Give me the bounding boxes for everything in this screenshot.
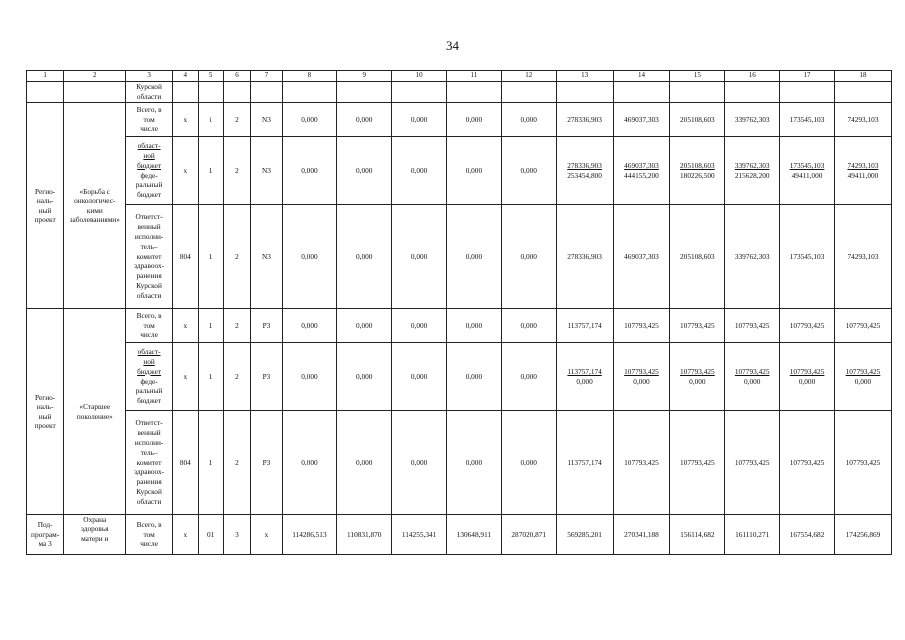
column-header-5: 5 (198, 71, 223, 82)
empty-cell (392, 82, 447, 103)
value-cell: 287020,871 (501, 515, 556, 555)
column-header-10: 10 (392, 71, 447, 82)
column-header-15: 15 (670, 71, 725, 82)
source-cell-line: област- (137, 346, 161, 356)
source-cell-line: области (136, 290, 162, 300)
project-type-cell-line: Под- (37, 520, 53, 530)
empty-cell (337, 82, 392, 103)
page-number: 34 (446, 38, 459, 53)
column-header-17: 17 (780, 71, 835, 82)
column-header-8: 8 (282, 71, 337, 82)
source-cell-line: тель– (140, 447, 158, 457)
project-name-cell-line: Охрана (83, 515, 107, 524)
table-row (27, 343, 892, 411)
value-cell: 339762,303 (725, 103, 780, 137)
value-main: 278336,903 (567, 161, 602, 171)
source-cell-line: исполни- (134, 231, 164, 241)
source-cell-line: бюджет (137, 396, 162, 406)
project-name-cell-line: «Борьба с (79, 186, 111, 196)
code-cell: i (198, 103, 223, 137)
project-name-cell (64, 515, 126, 555)
value-cell: 0,000 (282, 411, 337, 515)
code-cell: P3 (251, 343, 282, 411)
budget-table (26, 70, 892, 555)
code-cell: 1 (198, 309, 223, 343)
column-header-13: 13 (556, 71, 613, 82)
value-cell (556, 137, 613, 205)
value-cell: 114255,341 (392, 515, 447, 555)
value-cell: 0,000 (501, 205, 556, 309)
value-cell: 0,000 (501, 137, 556, 205)
project-name-cell (64, 103, 126, 309)
project-type-cell-line: проект (34, 214, 56, 224)
code-cell: х (172, 343, 198, 411)
value-cell: 167554,682 (780, 515, 835, 555)
code-cell: 2 (223, 343, 251, 411)
value-sub: 253454,800 (567, 170, 602, 180)
code-cell: 804 (172, 205, 198, 309)
source-cell-line: венный (137, 428, 161, 438)
value-sub: 0,000 (798, 376, 816, 386)
value-cell: 0,000 (446, 309, 501, 343)
value-main: 107793,425 (789, 367, 825, 377)
value-main: 113757,174 (567, 367, 602, 377)
source-cell-line: том (143, 114, 155, 124)
source-cell-line: Ответст- (135, 212, 163, 222)
table-row (27, 137, 892, 205)
project-name-cell-line: здоровья (81, 524, 109, 534)
source-cell (126, 82, 173, 103)
value-main: 107793,425 (734, 367, 770, 377)
project-name-cell-line: матери и (81, 533, 109, 543)
value-cell: 569285,201 (556, 515, 613, 555)
code-cell: 01 (198, 515, 223, 555)
value-cell: 110831,870 (337, 515, 392, 555)
value-cell: 113757,174 (556, 411, 613, 515)
empty-cell (282, 82, 337, 103)
code-cell: N3 (251, 137, 282, 205)
project-type-cell-line: наль- (36, 196, 54, 206)
source-cell-line: Курской (136, 487, 162, 497)
column-header-16: 16 (725, 71, 780, 82)
source-cell-line: ранения (136, 271, 162, 281)
table-row (27, 103, 892, 137)
value-cell: 113757,174 (556, 309, 613, 343)
value-cell: 469037,303 (613, 205, 670, 309)
source-cell-line: числе (140, 124, 158, 134)
value-cell (670, 343, 725, 411)
code-cell: 804 (172, 411, 198, 515)
value-cell: 114286,513 (282, 515, 337, 555)
project-name-cell-line: «Старшее (79, 402, 111, 412)
value-cell (556, 343, 613, 411)
code-cell: 2 (223, 411, 251, 515)
value-sub: 0,000 (633, 376, 650, 386)
source-cell-line: ральный (135, 180, 163, 190)
value-main: 469037,303 (624, 161, 659, 171)
source-cell-line: числе (140, 539, 158, 549)
value-cell: 107793,425 (725, 411, 780, 515)
value-cell (613, 137, 670, 205)
source-cell-line: ной (143, 150, 155, 160)
empty-cell (780, 82, 835, 103)
value-main: 74293,103 (847, 161, 879, 171)
value-cell: 339762,303 (725, 205, 780, 309)
project-type-cell-line: ный (38, 411, 52, 421)
value-main: 205108,603 (680, 161, 715, 171)
source-cell-line: бюджет (137, 190, 162, 200)
value-cell: 0,000 (501, 343, 556, 411)
source-cell-line: исполни- (134, 437, 164, 447)
value-cell: 0,000 (337, 103, 392, 137)
value-main: 107793,425 (845, 367, 881, 377)
project-type-cell-line: ный (38, 205, 52, 215)
value-main: 107793,425 (680, 367, 715, 377)
value-cell: 278336,903 (556, 205, 613, 309)
source-cell-line: бюджет (137, 366, 162, 376)
value-cell: 107793,425 (613, 309, 670, 343)
value-sub: 0,000 (689, 376, 706, 386)
value-main: 173545,103 (789, 161, 825, 171)
source-cell-line: ранения (136, 477, 162, 487)
source-cell-line: здравоох- (134, 467, 165, 477)
source-cell (126, 103, 173, 137)
empty-cell (501, 82, 556, 103)
source-cell (126, 411, 173, 515)
column-header-6: 6 (223, 71, 251, 82)
value-cell: 0,000 (282, 309, 337, 343)
continuation-row (27, 82, 892, 103)
project-name-cell-line: онкологичес- (74, 196, 116, 206)
column-header-11: 11 (446, 71, 501, 82)
value-cell: 0,000 (446, 343, 501, 411)
empty-cell (64, 82, 126, 103)
value-cell: 0,000 (392, 411, 447, 515)
value-cell: 0,000 (446, 205, 501, 309)
source-cell-line: област- (137, 140, 161, 150)
subprogram-row (27, 515, 892, 555)
source-cell-line: тель– (140, 241, 158, 251)
source-cell-line: ральный (135, 386, 163, 396)
value-sub: 49411,000 (847, 170, 879, 180)
code-cell: P3 (251, 411, 282, 515)
value-cell: 107793,425 (613, 411, 670, 515)
code-cell: 2 (223, 309, 251, 343)
empty-cell (198, 82, 223, 103)
project-name-cell-line: поколение» (76, 411, 113, 421)
value-cell: 0,000 (282, 137, 337, 205)
value-cell: 0,000 (337, 411, 392, 515)
value-cell: 0,000 (446, 103, 501, 137)
source-cell (126, 309, 173, 343)
value-cell: 0,000 (282, 205, 337, 309)
column-header-7: 7 (251, 71, 282, 82)
source-cell-line: Всего, в (136, 310, 162, 320)
value-cell: 270341,188 (613, 515, 670, 555)
project-type-cell (27, 103, 64, 309)
project-name-cell-line: кими (86, 205, 103, 215)
empty-cell (223, 82, 251, 103)
value-cell: 0,000 (392, 103, 447, 137)
table-row (27, 205, 892, 309)
table-row (27, 411, 892, 515)
column-header-12: 12 (501, 71, 556, 82)
code-cell: 3 (223, 515, 251, 555)
value-cell: 0,000 (282, 343, 337, 411)
source-cell-line: здравоох- (134, 261, 165, 271)
project-type-cell-line: ма 3 (38, 539, 52, 549)
source-cell-line: Курской (136, 281, 162, 291)
value-cell (834, 137, 891, 205)
value-sub: 180226,500 (680, 170, 715, 180)
value-cell: 173545,103 (780, 205, 835, 309)
value-cell (613, 343, 670, 411)
value-main: 339762,303 (734, 161, 770, 171)
project-type-cell-line: проект (34, 420, 56, 430)
value-cell: 278336,903 (556, 103, 613, 137)
value-main: 107793,425 (624, 367, 659, 377)
project-type-cell-line: Регио- (35, 186, 56, 196)
source-cell-line: феде- (140, 376, 158, 386)
value-cell: 205108,603 (670, 103, 725, 137)
value-cell (780, 137, 835, 205)
project-type-cell (27, 309, 64, 515)
column-header-1: 1 (27, 71, 64, 82)
source-cell-line: Всего, в (136, 104, 162, 114)
value-cell (725, 343, 780, 411)
empty-cell (670, 82, 725, 103)
source-cell-line: Всего, в (136, 519, 162, 529)
value-cell: 0,000 (337, 309, 392, 343)
value-cell: 0,000 (501, 309, 556, 343)
source-cell-line: бюджет (137, 160, 162, 170)
value-cell (834, 343, 891, 411)
value-sub: 0,000 (854, 376, 872, 386)
empty-cell (613, 82, 670, 103)
value-cell: 0,000 (392, 137, 447, 205)
source-cell-line: комитет (136, 457, 162, 467)
value-cell: 130648,911 (446, 515, 501, 555)
value-cell: 174256,869 (834, 515, 891, 555)
value-cell: 0,000 (392, 205, 447, 309)
code-cell: 1 (198, 205, 223, 309)
column-header-3: 3 (126, 71, 173, 82)
value-cell: 156114,682 (670, 515, 725, 555)
value-cell: 0,000 (282, 103, 337, 137)
code-cell: 1 (198, 411, 223, 515)
value-cell: 0,000 (392, 343, 447, 411)
code-cell: 2 (223, 205, 251, 309)
value-cell: 161110,271 (725, 515, 780, 555)
value-cell: 0,000 (337, 205, 392, 309)
project-type-cell-line: програм- (31, 529, 60, 539)
value-cell: 0,000 (446, 411, 501, 515)
source-cell (126, 515, 173, 555)
column-header-4: 4 (172, 71, 198, 82)
code-cell: N3 (251, 103, 282, 137)
value-sub: 444155,200 (624, 170, 659, 180)
code-cell: 1 (198, 343, 223, 411)
code-cell: 1 (198, 137, 223, 205)
code-cell: N3 (251, 205, 282, 309)
empty-cell (834, 82, 891, 103)
source-cell-line: Ответст- (135, 418, 163, 428)
source-cell-line: числе (140, 330, 158, 340)
value-cell: 0,000 (501, 103, 556, 137)
code-cell: х (172, 309, 198, 343)
source-cell (126, 205, 173, 309)
value-sub: 49411,000 (791, 170, 823, 180)
empty-cell (725, 82, 780, 103)
source-cell (126, 137, 173, 205)
source-cell-line: венный (137, 222, 161, 232)
value-cell: 107793,425 (670, 309, 725, 343)
empty-cell (251, 82, 282, 103)
value-cell (725, 137, 780, 205)
value-cell: 0,000 (337, 343, 392, 411)
value-cell: 107793,425 (725, 309, 780, 343)
project-type-cell-line: наль- (36, 402, 54, 412)
table-row (27, 309, 892, 343)
source-cell-line: том (143, 320, 155, 330)
empty-cell (27, 82, 64, 103)
value-cell: 469037,303 (613, 103, 670, 137)
header-row (27, 71, 892, 82)
project-name-cell-line: заболеваниями» (69, 214, 120, 224)
empty-cell (172, 82, 198, 103)
value-cell: 173545,103 (780, 103, 835, 137)
value-cell (780, 343, 835, 411)
value-cell: 107793,425 (834, 411, 891, 515)
value-cell: 107793,425 (834, 309, 891, 343)
value-cell: 0,000 (446, 137, 501, 205)
project-name-cell (64, 309, 126, 515)
column-header-9: 9 (337, 71, 392, 82)
code-cell: 2 (223, 137, 251, 205)
source-cell-line: феде- (140, 170, 158, 180)
column-header-2: 2 (64, 71, 126, 82)
value-sub: 0,000 (743, 376, 761, 386)
source-cell (126, 343, 173, 411)
code-cell: х (172, 515, 198, 555)
value-cell: 0,000 (501, 411, 556, 515)
source-cell-line: Курской (136, 82, 162, 92)
source-cell-line: том (143, 529, 155, 539)
code-cell: х (172, 137, 198, 205)
value-cell: 0,000 (337, 137, 392, 205)
value-cell: 74293,103 (834, 103, 891, 137)
value-cell: 107793,425 (780, 411, 835, 515)
code-cell: 2 (223, 103, 251, 137)
code-cell: х (172, 103, 198, 137)
value-cell: 0,000 (392, 309, 447, 343)
value-sub: 215628,200 (734, 170, 770, 180)
source-cell-line: ной (143, 356, 155, 366)
value-cell (670, 137, 725, 205)
code-cell: х (251, 515, 282, 555)
project-type-cell-line: Регио- (35, 392, 56, 402)
column-header-14: 14 (613, 71, 670, 82)
value-sub: 0,000 (576, 376, 593, 386)
project-type-cell (27, 515, 64, 555)
column-header-18: 18 (834, 71, 891, 82)
source-cell-line: комитет (136, 251, 162, 261)
source-cell-line: области (136, 92, 162, 101)
empty-cell (556, 82, 613, 103)
empty-cell (446, 82, 501, 103)
source-cell-line: области (136, 496, 162, 506)
value-cell: 107793,425 (670, 411, 725, 515)
value-cell: 205108,603 (670, 205, 725, 309)
value-cell: 107793,425 (780, 309, 835, 343)
code-cell: P3 (251, 309, 282, 343)
value-cell: 74293,103 (834, 205, 891, 309)
